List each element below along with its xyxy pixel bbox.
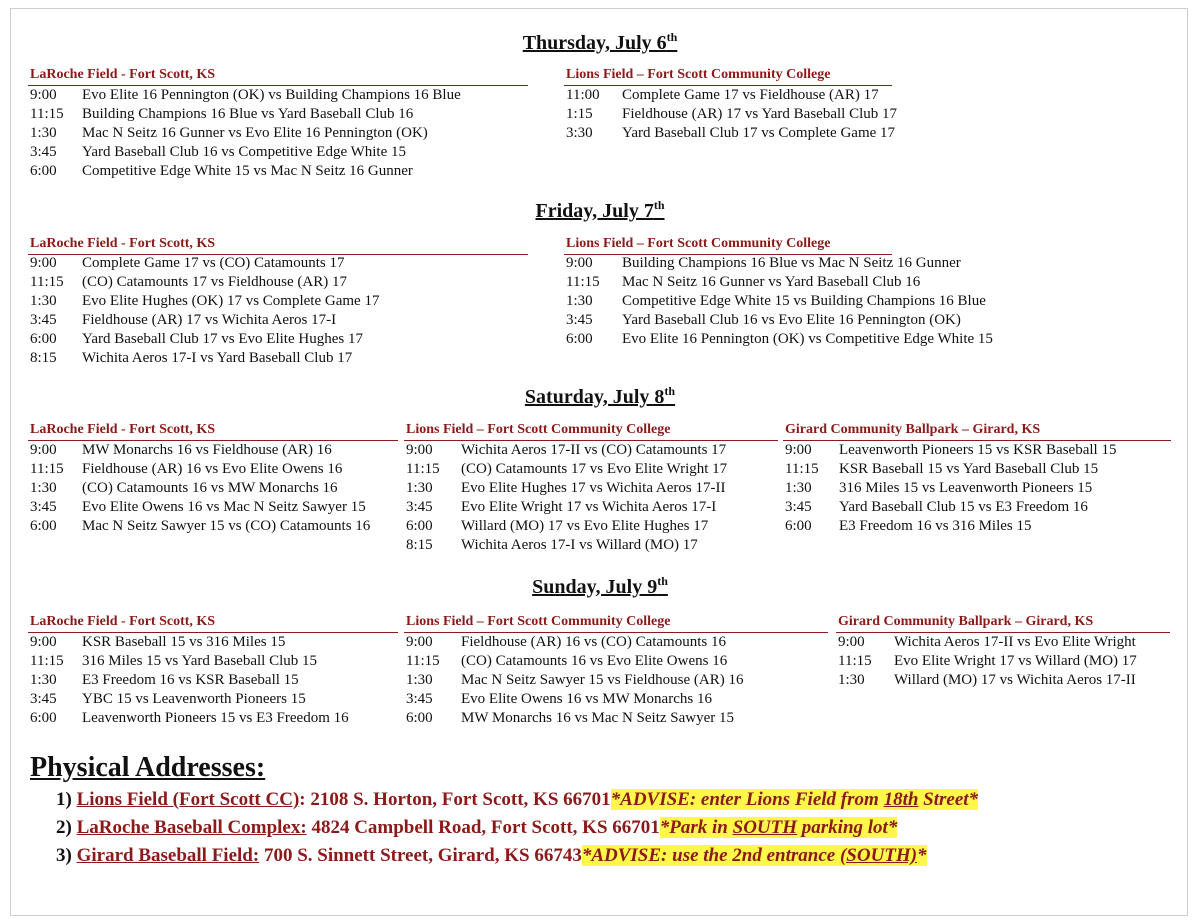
game-row (566, 254, 961, 273)
game-time: 1:30 (406, 480, 433, 496)
game-matchup: Willard (MO) 17 vs Evo Elite Hughes 17 (461, 518, 709, 534)
game-time: 1:30 (406, 672, 433, 688)
game-matchup: Wichita Aeros 17-II vs Evo Elite Wright (894, 634, 1136, 650)
game-time: 9:00 (406, 634, 433, 650)
game-matchup: Wichita Aeros 17-II vs (CO) Catamounts 17 (461, 442, 727, 458)
game-time: 9:00 (566, 255, 593, 271)
game-time: 11:15 (30, 653, 64, 669)
game-row (566, 273, 921, 292)
game-row (785, 441, 1117, 460)
game-row (30, 633, 286, 652)
addresses-heading: Physical Addresses: (30, 752, 266, 783)
game-time: 1:30 (30, 293, 57, 309)
game-row (406, 441, 727, 460)
game-matchup: Wichita Aeros 17-I vs Yard Baseball Club 17 (82, 350, 353, 366)
game-time: 11:15 (30, 461, 64, 477)
game-row (838, 652, 1137, 671)
game-row (30, 143, 407, 162)
game-row (785, 479, 1093, 498)
game-row (566, 105, 897, 124)
game-matchup: Mac N Seitz Sawyer 15 vs (CO) Catamounts 16 (82, 518, 371, 534)
game-row (566, 86, 879, 105)
game-row (785, 517, 1032, 536)
game-time: 3:45 (30, 691, 57, 707)
game-matchup: Leavenworth Pioneers 15 vs KSR Baseball 15 (839, 442, 1117, 458)
game-row (30, 273, 347, 292)
field-header-lions: Lions Field – Fort Scott Community College (566, 236, 831, 251)
address-street: 2108 S. Horton, Fort Scott, KS 66701 (305, 789, 611, 810)
game-matchup: E3 Freedom 16 vs KSR Baseball 15 (82, 672, 299, 688)
game-time: 3:45 (30, 499, 57, 515)
game-row (30, 162, 413, 181)
address-name: LaRoche Baseball Complex: (76, 817, 307, 838)
field-header-laroche: LaRoche Field - Fort Scott, KS (30, 67, 216, 82)
game-row (406, 536, 698, 555)
game-row (30, 479, 338, 498)
game-time: 1:30 (30, 480, 57, 496)
field-header-girard: Girard Community Ballpark – Girard, KS (785, 422, 1041, 437)
field-header-lions: Lions Field – Fort Scott Community College (406, 422, 671, 437)
game-time: 9:00 (785, 442, 812, 458)
game-time: 11:15 (406, 653, 440, 669)
game-row (30, 86, 461, 105)
game-time: 3:45 (785, 499, 812, 515)
game-time: 3:45 (406, 691, 433, 707)
game-time: 6:00 (30, 518, 57, 534)
game-time: 9:00 (30, 255, 57, 271)
game-row (30, 292, 380, 311)
game-row (30, 349, 353, 368)
game-row (30, 254, 345, 273)
game-matchup: Building Champions 16 Blue vs Yard Baseball Club 16 (82, 106, 414, 122)
address-item (56, 789, 978, 811)
game-time: 3:30 (566, 125, 593, 141)
game-time: 3:45 (406, 499, 433, 515)
game-matchup: (CO) Catamounts 16 vs MW Monarchs 16 (82, 480, 338, 496)
game-row (30, 517, 371, 536)
game-row (30, 690, 306, 709)
game-row (406, 671, 744, 690)
game-matchup: Yard Baseball Club 16 vs Competitive Edge White 15 (82, 144, 407, 160)
game-time: 6:00 (785, 518, 812, 534)
game-matchup: 316 Miles 15 vs Yard Baseball Club 15 (82, 653, 318, 669)
game-time: 1:30 (838, 672, 865, 688)
address-colon: : (299, 789, 306, 810)
game-matchup: Evo Elite Owens 16 vs MW Monarchs 16 (461, 691, 712, 707)
day-heading-sunday: Sunday, July 9th (532, 574, 668, 598)
field-header-lions: Lions Field – Fort Scott Community College (566, 67, 831, 82)
day-heading-thursday: Thursday, July 6th (522, 30, 678, 54)
game-matchup: Building Champions 16 Blue vs Mac N Seitz 16 Gunner (622, 255, 961, 271)
game-row (566, 311, 961, 330)
game-row (566, 292, 986, 311)
game-matchup: Evo Elite Owens 16 vs Mac N Seitz Sawyer 15 (82, 499, 366, 515)
game-time: 1:30 (785, 480, 812, 496)
game-matchup: Fieldhouse (AR) 16 vs (CO) Catamounts 16 (461, 634, 726, 650)
field-header-girard: Girard Community Ballpark – Girard, KS (838, 614, 1094, 629)
address-name: Lions Field (Fort Scott CC) (76, 789, 300, 810)
address-name: Girard Baseball Field: (76, 845, 260, 866)
field-header-lions: Lions Field – Fort Scott Community College (406, 614, 671, 629)
game-row (30, 441, 332, 460)
game-matchup: Yard Baseball Club 17 vs Evo Elite Hughes 17 (82, 331, 363, 347)
game-matchup: YBC 15 vs Leavenworth Pioneers 15 (82, 691, 306, 707)
game-matchup: Competitive Edge White 15 vs Building Champions 16 Blue (622, 293, 986, 309)
game-row (566, 124, 896, 143)
day-heading-friday: Friday, July 7th (535, 198, 665, 222)
game-time: 1:30 (30, 672, 57, 688)
game-row (838, 633, 1136, 652)
address-note: *ADVISE: enter Lions Field from 18th Street* (610, 789, 979, 810)
game-row (30, 498, 366, 517)
game-time: 9:00 (30, 634, 57, 650)
game-time: 3:45 (30, 312, 57, 328)
game-matchup: Mac N Seitz 16 Gunner vs Evo Elite 16 Pennington (OK) (82, 125, 428, 141)
game-time: 11:00 (566, 87, 600, 103)
game-matchup: MW Monarchs 16 vs Fieldhouse (AR) 16 (82, 442, 332, 458)
game-row (30, 105, 414, 124)
game-time: 6:00 (30, 331, 57, 347)
game-matchup: Evo Elite 16 Pennington (OK) vs Building Champions 16 Blue (82, 87, 461, 103)
game-row (30, 460, 343, 479)
game-matchup: Yard Baseball Club 17 vs Complete Game 17 (622, 125, 896, 141)
game-row (406, 517, 709, 536)
game-matchup: Wichita Aeros 17-I vs Willard (MO) 17 (461, 537, 698, 553)
game-matchup: Fieldhouse (AR) 17 vs Yard Baseball Club 17 (622, 106, 897, 122)
address-number: 1) (56, 789, 72, 810)
game-matchup: Yard Baseball Club 15 vs E3 Freedom 16 (839, 499, 1088, 515)
game-time: 3:45 (566, 312, 593, 328)
day-heading-saturday: Saturday, July 8th (524, 384, 676, 408)
game-matchup: Evo Elite 16 Pennington (OK) vs Competitive Edge White 15 (622, 331, 993, 347)
game-row (406, 498, 717, 517)
game-matchup: KSR Baseball 15 vs 316 Miles 15 (82, 634, 286, 650)
game-row (30, 124, 428, 143)
game-time: 1:30 (566, 293, 593, 309)
game-row (406, 633, 726, 652)
game-row (406, 460, 728, 479)
game-matchup: Complete Game 17 vs (CO) Catamounts 17 (82, 255, 345, 271)
game-time: 9:00 (406, 442, 433, 458)
game-matchup: Fieldhouse (AR) 16 vs Evo Elite Owens 16 (82, 461, 343, 477)
game-time: 11:15 (566, 274, 600, 290)
game-matchup: Evo Elite Hughes 17 vs Wichita Aeros 17-II (461, 480, 726, 496)
game-matchup: (CO) Catamounts 17 vs Evo Elite Wright 17 (461, 461, 728, 477)
address-street: 4824 Campbell Road, Fort Scott, KS 66701 (306, 817, 660, 838)
game-matchup: MW Monarchs 16 vs Mac N Seitz Sawyer 15 (461, 710, 735, 726)
game-time: 9:00 (30, 442, 57, 458)
address-note: *ADVISE: use the 2nd entrance (SOUTH)* (581, 845, 927, 866)
game-matchup: E3 Freedom 16 vs 316 Miles 15 (839, 518, 1032, 534)
game-row (838, 671, 1136, 690)
field-header-laroche: LaRoche Field - Fort Scott, KS (30, 614, 216, 629)
field-header-laroche: LaRoche Field - Fort Scott, KS (30, 236, 216, 251)
game-time: 8:15 (30, 350, 57, 366)
game-time: 1:30 (30, 125, 57, 141)
address-number: 2) (56, 817, 72, 838)
game-row (30, 671, 299, 690)
address-street: 700 S. Sinnett Street, Girard, KS 66743 (259, 845, 582, 866)
game-row (406, 652, 728, 671)
game-row (406, 709, 735, 728)
game-matchup: Yard Baseball Club 16 vs Evo Elite 16 Pennington (OK) (622, 312, 961, 328)
game-matchup: (CO) Catamounts 17 vs Fieldhouse (AR) 17 (82, 274, 347, 290)
game-matchup: 316 Miles 15 vs Leavenworth Pioneers 15 (839, 480, 1093, 496)
address-number: 3) (56, 845, 72, 866)
game-time: 11:15 (838, 653, 872, 669)
game-matchup: Mac N Seitz Sawyer 15 vs Fieldhouse (AR) 16 (461, 672, 744, 688)
game-matchup: Competitive Edge White 15 vs Mac N Seitz 16 Gunner (82, 163, 413, 179)
game-row (566, 330, 993, 349)
game-row (30, 652, 318, 671)
game-row (30, 709, 349, 728)
game-time: 9:00 (838, 634, 865, 650)
game-matchup: KSR Baseball 15 vs Yard Baseball Club 15 (839, 461, 1099, 477)
game-matchup: Mac N Seitz 16 Gunner vs Yard Baseball Club 16 (622, 274, 921, 290)
game-time: 6:00 (566, 331, 593, 347)
game-time: 6:00 (406, 710, 433, 726)
game-row (30, 330, 363, 349)
game-matchup: (CO) Catamounts 16 vs Evo Elite Owens 16 (461, 653, 728, 669)
game-time: 6:00 (30, 163, 57, 179)
game-row (785, 498, 1088, 517)
game-matchup: Evo Elite Hughes (OK) 17 vs Complete Game 17 (82, 293, 380, 309)
game-time: 11:15 (785, 461, 819, 477)
game-matchup: Evo Elite Wright 17 vs Willard (MO) 17 (894, 653, 1137, 669)
game-row (406, 479, 726, 498)
game-time: 1:15 (566, 106, 593, 122)
game-time: 3:45 (30, 144, 57, 160)
game-matchup: Fieldhouse (AR) 17 vs Wichita Aeros 17-I (82, 312, 337, 328)
field-header-laroche: LaRoche Field - Fort Scott, KS (30, 422, 216, 437)
game-matchup: Willard (MO) 17 vs Wichita Aeros 17-II (894, 672, 1136, 688)
game-matchup: Leavenworth Pioneers 15 vs E3 Freedom 16 (82, 710, 349, 726)
game-time: 6:00 (30, 710, 57, 726)
game-row (406, 690, 712, 709)
game-row (30, 311, 337, 330)
game-time: 11:15 (30, 106, 64, 122)
game-row (785, 460, 1099, 479)
address-item (56, 845, 927, 867)
game-time: 6:00 (406, 518, 433, 534)
game-time: 8:15 (406, 537, 433, 553)
game-time: 11:15 (406, 461, 440, 477)
address-item (56, 817, 897, 839)
game-time: 11:15 (30, 274, 64, 290)
game-matchup: Complete Game 17 vs Fieldhouse (AR) 17 (622, 87, 879, 103)
game-time: 9:00 (30, 87, 57, 103)
address-note: *Park in SOUTH parking lot* (659, 817, 898, 838)
game-matchup: Evo Elite Wright 17 vs Wichita Aeros 17-I (461, 499, 717, 515)
